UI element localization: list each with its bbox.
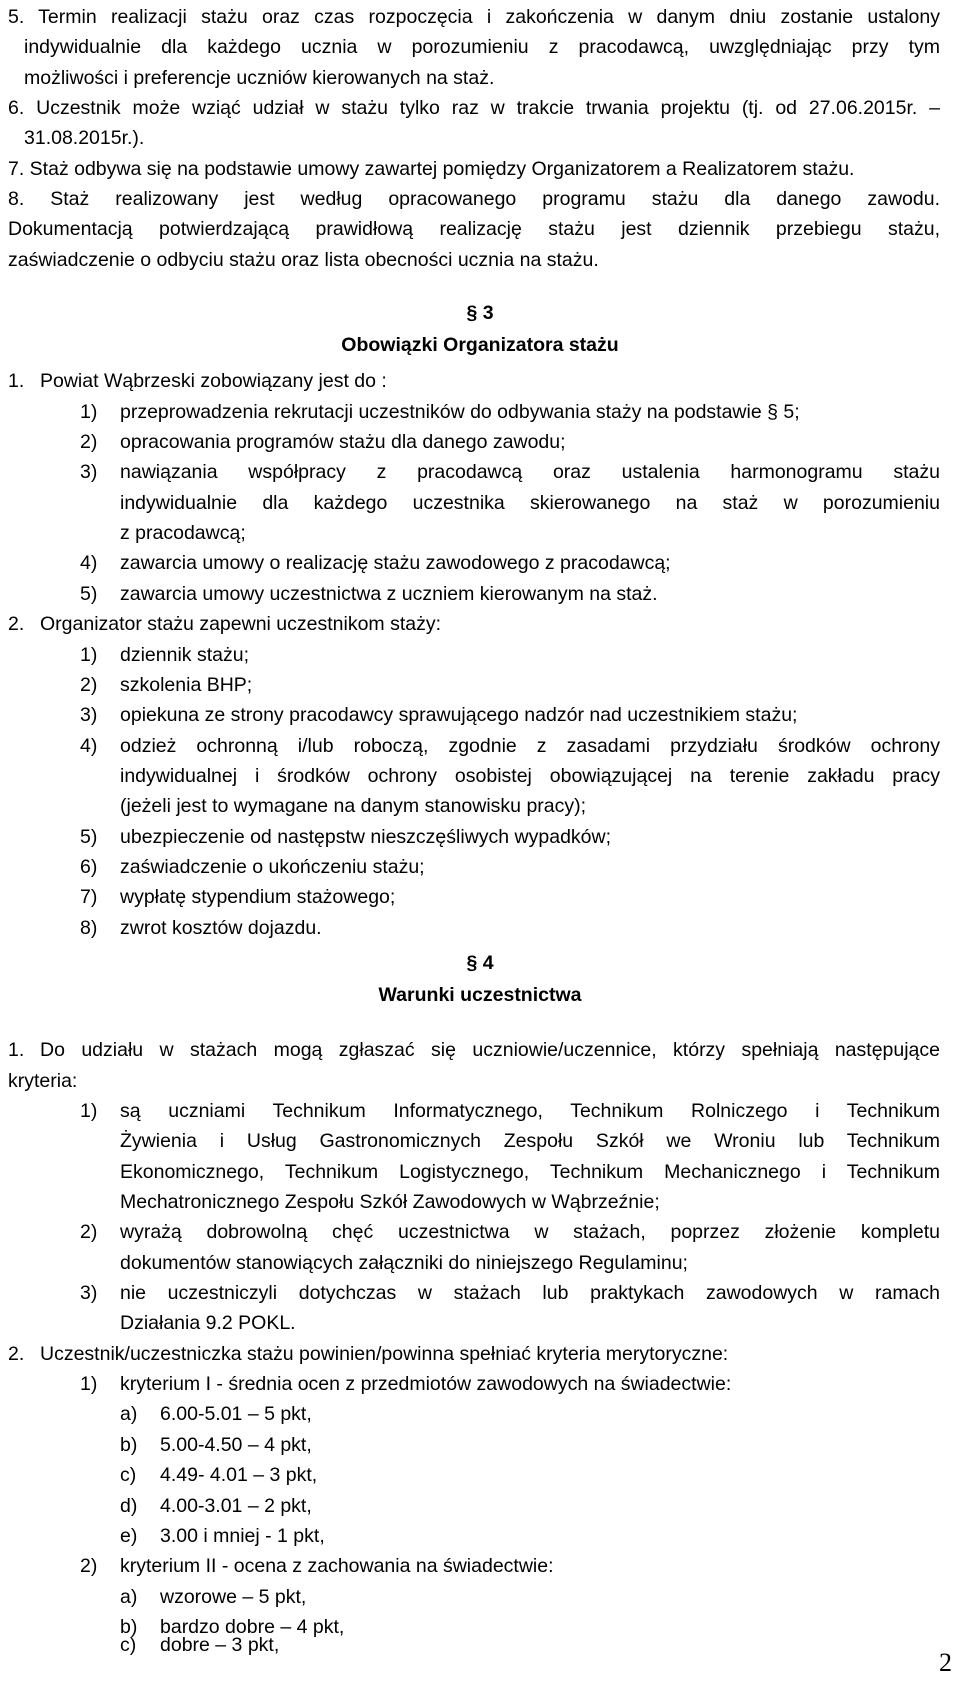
s3-2-sub-1-number: 1) <box>80 643 98 666</box>
s3-2-sub-3-text: opiekuna ze strony pracodawcy sprawującego nadzór nad uczestnikiem stażu; <box>120 704 798 727</box>
paragraph-8-line-2: Dokumentacją potwierdzającą prawidłową realizację stażu jest dziennik przebiegu stażu, <box>8 218 940 241</box>
s4-item-1-line-1: Do udziału w stażach mogą zgłaszać się uczniowie/uczennice, którzy spełniają następujące <box>40 1039 940 1062</box>
s3-2-sub-4-line-1: odzież ochronną i/lub roboczą, zgodnie z zasadami przydziału środków ochrony <box>120 734 940 757</box>
s3-1-sub-3-line-2: indywidualnie dla każdego uczestnika skierowanego na staż w porozumieniu <box>120 491 940 514</box>
crit1-a-letter: a) <box>120 1403 138 1426</box>
s3-2-sub-1-text: dziennik stażu; <box>120 643 249 666</box>
s3-1-sub-5-text: zawarcia umowy uczestnictwa z uczniem kierowanym na staż. <box>120 582 658 605</box>
s3-1-sub-2-text: opracowania programów stażu dla danego zawodu; <box>120 430 566 453</box>
crit1-e-letter: e) <box>120 1524 138 1547</box>
s3-2-sub-2-number: 2) <box>80 673 98 696</box>
crit1-a-text: 6.00-5.01 – 5 pkt, <box>160 1403 312 1426</box>
s3-1-sub-4-number: 4) <box>80 552 98 575</box>
s4-1-sub-3-line-2: Działania 9.2 POKL. <box>120 1312 296 1335</box>
s3-2-sub-4-line-2: indywidualnej i środków ochrony osobistej obowiązującej na terenie zakładu pracy <box>120 764 940 787</box>
s3-1-sub-3-line-1: nawiązania współpracy z pracodawcą oraz ustalenia harmonogramu stażu <box>120 461 940 484</box>
section-4-title: Warunki uczestnictwa <box>378 984 582 1007</box>
crit2-a-text: wzorowe – 5 pkt, <box>160 1585 307 1608</box>
s3-item-2-label: 2. <box>8 613 25 636</box>
s3-1-sub-3-line-3: z pracodawcą; <box>120 522 246 545</box>
s3-2-sub-8-text: zwrot kosztów dojazdu. <box>120 916 322 939</box>
s4-criterion-2-number: 2) <box>80 1555 98 1578</box>
crit1-e-text: 3.00 i mniej - 1 pkt, <box>160 1524 325 1547</box>
s3-2-sub-7-text: wypłatę stypendium stażowego; <box>120 886 396 909</box>
s3-item-1-text: Powiat Wąbrzeski zobowiązany jest do : <box>40 370 387 393</box>
paragraph-6-line-2: 31.08.2015r.). <box>24 127 145 150</box>
s4-1-sub-2-line-1: wyrażą dobrowolną chęć uczestnictwa w stażach, poprzez złożenie kompletu <box>120 1221 940 1244</box>
s3-2-sub-2-text: szkolenia BHP; <box>120 673 253 696</box>
crit2-a-letter: a) <box>120 1585 138 1608</box>
s3-2-sub-6-text: zaświadczenie o ukończeniu stażu; <box>120 856 425 879</box>
s3-2-sub-6-number: 6) <box>80 856 98 879</box>
s3-1-sub-2-number: 2) <box>80 430 98 453</box>
s4-criterion-1-number: 1) <box>80 1373 98 1396</box>
s3-2-sub-4-line-3: (jeżeli jest to wymagane na danym stanowisku pracy); <box>120 795 587 818</box>
s4-criterion-2-text: kryterium II - ocena z zachowania na świadectwie: <box>120 1555 554 1578</box>
s4-1-sub-1-line-4: Mechatronicznego Zespołu Szkół Zawodowych w Wąbrzeźnie; <box>120 1190 660 1213</box>
s3-1-sub-3-number: 3) <box>80 461 98 484</box>
page-number: 2 <box>939 1648 952 1677</box>
s4-1-sub-2-number: 2) <box>80 1221 98 1244</box>
crit1-c-letter: c) <box>120 1464 137 1487</box>
s4-1-sub-3-line-1: nie uczestniczyli dotychczas w stażach lub praktykach zawodowych w ramach <box>120 1282 940 1305</box>
s3-item-1-label: 1. <box>8 370 25 393</box>
s3-2-sub-4-number: 4) <box>80 734 98 757</box>
s4-item-1-line-2: kryteria: <box>8 1069 78 1092</box>
s3-2-sub-3-number: 3) <box>80 704 98 727</box>
s3-1-sub-1-text: przeprowadzenia rekrutacji uczestników do odbywania staży na podstawie § 5; <box>120 400 800 423</box>
s4-criterion-1-text: kryterium I - średnia ocen z przedmiotów zawodowych na świadectwie: <box>120 1373 732 1396</box>
s3-2-sub-5-number: 5) <box>80 825 98 848</box>
s3-1-sub-5-number: 5) <box>80 582 98 605</box>
s4-1-sub-1-line-3: Ekonomicznego, Technikum Logistycznego, Technikum Mechanicznego i Technikum <box>120 1160 940 1183</box>
s3-2-sub-5-text: ubezpieczenie od następstw nieszczęśliwych wypadków; <box>120 825 612 848</box>
s4-1-sub-3-number: 3) <box>80 1282 98 1305</box>
crit2-b-letter: b) <box>120 1616 138 1638</box>
section-4-number: § 4 <box>466 952 494 974</box>
crit2-c-text: dobre – 3 pkt, <box>160 1633 280 1656</box>
crit1-d-text: 4.00-3.01 – 2 pkt, <box>160 1494 312 1517</box>
s4-item-2-label: 2. <box>8 1342 25 1365</box>
paragraph-5-line-1: 5. Termin realizacji stażu oraz czas rozpoczęcia i zakończenia w danym dniu zostanie ustalony <box>8 5 940 28</box>
paragraph-7: 7. Staż odbywa się na podstawie umowy zawartej pomiędzy Organizatorem a Realizatorem stażu. <box>8 157 855 180</box>
s4-1-sub-1-line-1: są uczniami Technikum Informatycznego, Technikum Rolniczego i Technikum <box>120 1099 940 1122</box>
paragraph-8-line-3: zaświadczenie o odbyciu stażu oraz lista obecności ucznia na stażu. <box>8 248 599 271</box>
paragraph-8-line-1: 8. Staż realizowany jest według opracowanego programu stażu dla danego zawodu. <box>8 188 940 211</box>
crit1-c-text: 4.49- 4.01 – 3 pkt, <box>160 1464 318 1487</box>
s3-1-sub-1-number: 1) <box>80 400 98 423</box>
crit1-b-letter: b) <box>120 1433 138 1456</box>
s4-item-2-text: Uczestnik/uczestniczka stażu powinien/powinna spełniać kryteria merytoryczne: <box>40 1342 729 1365</box>
crit1-d-letter: d) <box>120 1494 138 1517</box>
crit2-c-letter-visible: c) <box>120 1633 137 1656</box>
paragraph-5-line-2: indywidualnie dla każdego ucznia w porozumieniu z pracodawcą, uwzględniając przy tym <box>24 36 940 59</box>
s3-1-sub-4-text: zawarcia umowy o realizację stażu zawodowego z pracodawcą; <box>120 552 671 575</box>
crit1-b-text: 5.00-4.50 – 4 pkt, <box>160 1433 312 1456</box>
crit2-b-text: bardzo dobre – 4 pkt, <box>160 1616 345 1638</box>
section-3-number: § 3 <box>466 301 494 324</box>
s3-item-2-text: Organizator stażu zapewni uczestnikom staży: <box>40 613 442 636</box>
s3-2-sub-7-number: 7) <box>80 886 98 909</box>
s4-1-sub-1-line-2: Żywienia i Usług Gastronomicznych Zespołu Szkół we Wroniu lub Technikum <box>120 1130 940 1153</box>
section-3-title: Obowiązki Organizatora stażu <box>341 334 619 357</box>
paragraph-5-line-3: możliwości i preferencje uczniów kierowanych na staż. <box>24 66 495 89</box>
s4-item-1-label: 1. <box>8 1039 25 1062</box>
s4-1-sub-2-line-2: dokumentów stanowiących załączniki do niniejszego Regulaminu; <box>120 1251 688 1274</box>
s3-2-sub-8-number: 8) <box>80 916 98 939</box>
paragraph-6-line-1: 6. Uczestnik może wziąć udział w stażu tylko raz w trakcie trwania projektu (tj. od 27.06.2015r. – <box>8 97 940 120</box>
s4-1-sub-1-number: 1) <box>80 1099 98 1122</box>
